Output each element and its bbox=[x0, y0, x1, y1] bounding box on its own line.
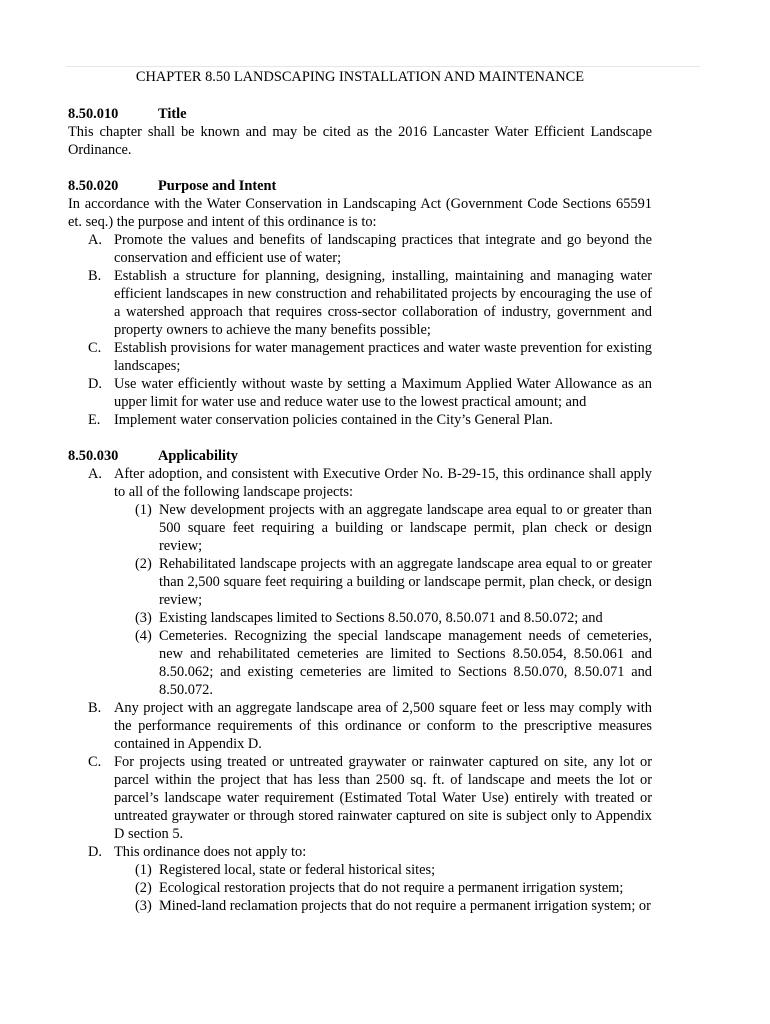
list-item bbox=[68, 375, 652, 411]
section-heading-text: Title bbox=[158, 106, 187, 122]
list-item-text: Promote the values and benefits of landscaping practices that integrate and go beyond the conservation and efficient use of water; bbox=[114, 232, 652, 266]
chapter-title: CHAPTER 8.50 LANDSCAPING INSTALLATION AND MAINTENANCE bbox=[135, 69, 585, 85]
sublist-marker: (1) bbox=[135, 502, 152, 518]
list-item bbox=[68, 339, 652, 375]
section-number: 8.50.010 bbox=[68, 106, 119, 122]
section-heading-text: Applicability bbox=[158, 448, 238, 464]
list-item-body bbox=[114, 465, 652, 699]
sublist-item bbox=[114, 555, 652, 609]
sublist-marker: (3) bbox=[135, 898, 152, 914]
list-item-text: Establish a structure for planning, designing, installing, maintaining and managing water efficient landscapes in new construction and rehabilitated projects by encouraging the use of a watershed approach that requires cross-sector collaboration of industry, government and property owners to achieve the many benefits possible; bbox=[114, 268, 652, 338]
list-item-text: For projects using treated or untreated graywater or rainwater captured on site, any lot or parcel within the project that has less than 2500 sq. ft. of landscape and meets the lot or parcel’s landscape water requirement (Estimated Total Water Use) entirely with treated or untreated graywater or through stored rainwater captured on site is subject only to Appendix D section 5. bbox=[114, 754, 652, 842]
section-purpose bbox=[68, 177, 652, 429]
sublist-item bbox=[114, 879, 652, 897]
list-marker: D. bbox=[88, 376, 102, 392]
list-marker: D. bbox=[88, 844, 102, 860]
sublist-item-text: Existing landscapes limited to Sections 8.50.070, 8.50.071 and 8.50.072; and bbox=[159, 610, 603, 626]
sublist-item bbox=[114, 627, 652, 699]
list-item bbox=[68, 267, 652, 339]
sublist-marker: (4) bbox=[135, 628, 152, 644]
list-marker: B. bbox=[88, 700, 102, 716]
list-item-text: Use water efficiently without waste by setting a Maximum Applied Water Allowance as an upper limit for water use and reduce water use to the lowest practical amount; and bbox=[114, 376, 652, 410]
section-heading bbox=[68, 105, 652, 123]
sublist-item-text: Mined-land reclamation projects that do not require a permanent irrigation system; or bbox=[159, 898, 651, 914]
sublist-marker: (1) bbox=[135, 862, 152, 878]
list-item-text: Implement water conservation policies contained in the City’s General Plan. bbox=[114, 412, 553, 428]
applicability-list bbox=[68, 465, 652, 915]
list-marker: B. bbox=[88, 268, 102, 284]
list-marker: C. bbox=[88, 754, 102, 770]
list-item bbox=[68, 465, 652, 699]
sublist-item bbox=[114, 861, 652, 879]
section-intro: In accordance with the Water Conservation in Landscaping Act (Government Code Sections 65591 et. seq.) the purpose and intent of this ordinance is to: bbox=[68, 196, 652, 230]
sublist bbox=[114, 501, 652, 699]
list-marker: A. bbox=[88, 466, 102, 482]
list-item-text: Any project with an aggregate landscape area of 2,500 square feet or less may comply with the performance requirements of this ordinance or conform to the prescriptive measures contained in Appendix D. bbox=[114, 700, 652, 752]
list-item-body bbox=[114, 843, 652, 915]
section-heading-text: Purpose and Intent bbox=[158, 178, 277, 194]
sublist-item-text: Cemeteries. Recognizing the special landscape management needs of cemeteries, new and rehabilitated cemeteries are limited to Sections 8.50.054, 8.50.061 and 8.50.062; and existing cemeteries are limited to Sections 8.50.070, 8.50.071 and 8.50.072. bbox=[159, 628, 652, 698]
sublist-item-text: Rehabilitated landscape projects with an aggregate landscape area equal to or greater than 2,500 square feet requiring a building or landscape permit, plan check, or design review; bbox=[159, 556, 652, 608]
sublist-item-text: New development projects with an aggregate landscape area equal to or greater than 500 square feet requiring a building or landscape permit, plan check or design review; bbox=[159, 502, 652, 554]
list-marker: C. bbox=[88, 340, 102, 356]
section-title bbox=[68, 105, 652, 159]
sublist-marker: (2) bbox=[135, 880, 152, 896]
sublist bbox=[114, 861, 652, 915]
list-marker: E. bbox=[88, 412, 101, 428]
list-item bbox=[68, 843, 652, 915]
section-heading bbox=[68, 447, 652, 465]
sublist-item-text: Registered local, state or federal historical sites; bbox=[159, 862, 436, 878]
section-number: 8.50.020 bbox=[68, 178, 119, 194]
sublist-item-text: Ecological restoration projects that do not require a permanent irrigation system; bbox=[159, 880, 624, 896]
list-item bbox=[68, 753, 652, 843]
section-heading bbox=[68, 177, 652, 195]
section-applicability bbox=[68, 447, 652, 915]
page-top-rule bbox=[66, 66, 700, 67]
list-item bbox=[68, 231, 652, 267]
document-page bbox=[68, 68, 652, 933]
sublist-marker: (3) bbox=[135, 610, 152, 626]
section-paragraph: This chapter shall be known and may be cited as the 2016 Lancaster Water Efficient Landscape Ordinance. bbox=[68, 124, 652, 158]
list-item bbox=[68, 411, 652, 429]
list-item-text: After adoption, and consistent with Executive Order No. B-29-15, this ordinance shall apply to all of the following landscape projects: bbox=[114, 466, 652, 500]
list-item bbox=[68, 699, 652, 753]
sublist-item bbox=[114, 609, 652, 627]
sublist-item bbox=[114, 897, 652, 915]
list-item-text: Establish provisions for water management practices and water waste prevention for existing landscapes; bbox=[114, 340, 652, 374]
sublist-item bbox=[114, 501, 652, 555]
section-number: 8.50.030 bbox=[68, 448, 119, 464]
purpose-list bbox=[68, 231, 652, 429]
list-marker: A. bbox=[88, 232, 102, 248]
list-item-text: This ordinance does not apply to: bbox=[114, 844, 307, 860]
sublist-marker: (2) bbox=[135, 556, 152, 572]
